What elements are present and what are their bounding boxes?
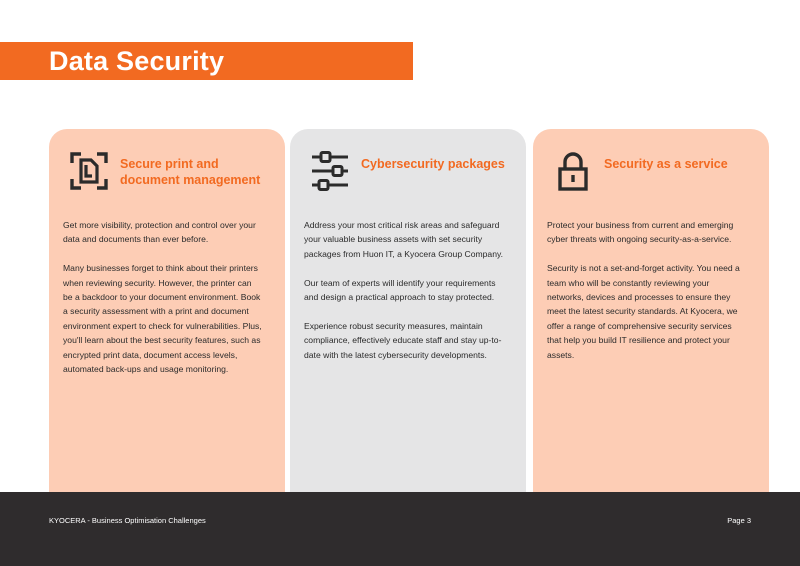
sliders-icon bbox=[310, 151, 350, 191]
card-paragraph: Protect your business from current and emerging cyber threats with ongoing security-as-a-service. bbox=[547, 220, 734, 245]
card-heading: Security as a service bbox=[604, 157, 728, 171]
card-body bbox=[547, 218, 747, 376]
card-secure-print bbox=[49, 129, 285, 509]
card-paragraph: Experience robust security measures, maintain compliance, effectively educate staff and stay up-to-date with the latest cybersecurity developments. bbox=[304, 320, 502, 360]
card-paragraph: Get more visibility, protection and control over your data and documents than ever before. bbox=[63, 220, 256, 245]
card-body bbox=[304, 218, 504, 376]
card-cybersecurity bbox=[290, 129, 526, 509]
page-number: Page 3 bbox=[727, 516, 751, 525]
document-scan-icon bbox=[69, 151, 109, 191]
page-title: Data Security bbox=[49, 46, 225, 76]
card-body bbox=[63, 218, 263, 391]
card-paragraph: Security is not a set-and-forget activity. You need a team who will be constantly reviewing your networks, devices and processes to ensure they meet the latest security standards. At Kyocera, we offer a range of comprehensive security services that help you build IT resilience and protect your assets. bbox=[547, 263, 740, 360]
card-paragraph: Our team of experts will identify your requirements and design a practical approach to stay protected. bbox=[304, 277, 496, 303]
card-security-service bbox=[533, 129, 769, 509]
footer-title: KYOCERA - Business Optimisation Challenges bbox=[49, 516, 206, 525]
card-paragraph: Many businesses forget to think about their printers when reviewing security. However, the printer can be a backdoor to your document environment. Book a security assessment with a print and document environment expert to check for vulnerabilities. Plus, you'll learn about the best security features, such as encrypted print data, document access levels, automated back-ups and usage monitoring. bbox=[63, 263, 262, 375]
padlock-icon bbox=[553, 151, 593, 191]
card-heading: Secure print and document management bbox=[120, 157, 261, 187]
card-heading: Cybersecurity packages bbox=[361, 157, 505, 171]
card-paragraph: Address your most critical risk areas and safeguard your valuable business assets with set security packages from Huon IT, a Kyocera Group Company. bbox=[304, 220, 504, 259]
footer-bar bbox=[0, 492, 800, 566]
